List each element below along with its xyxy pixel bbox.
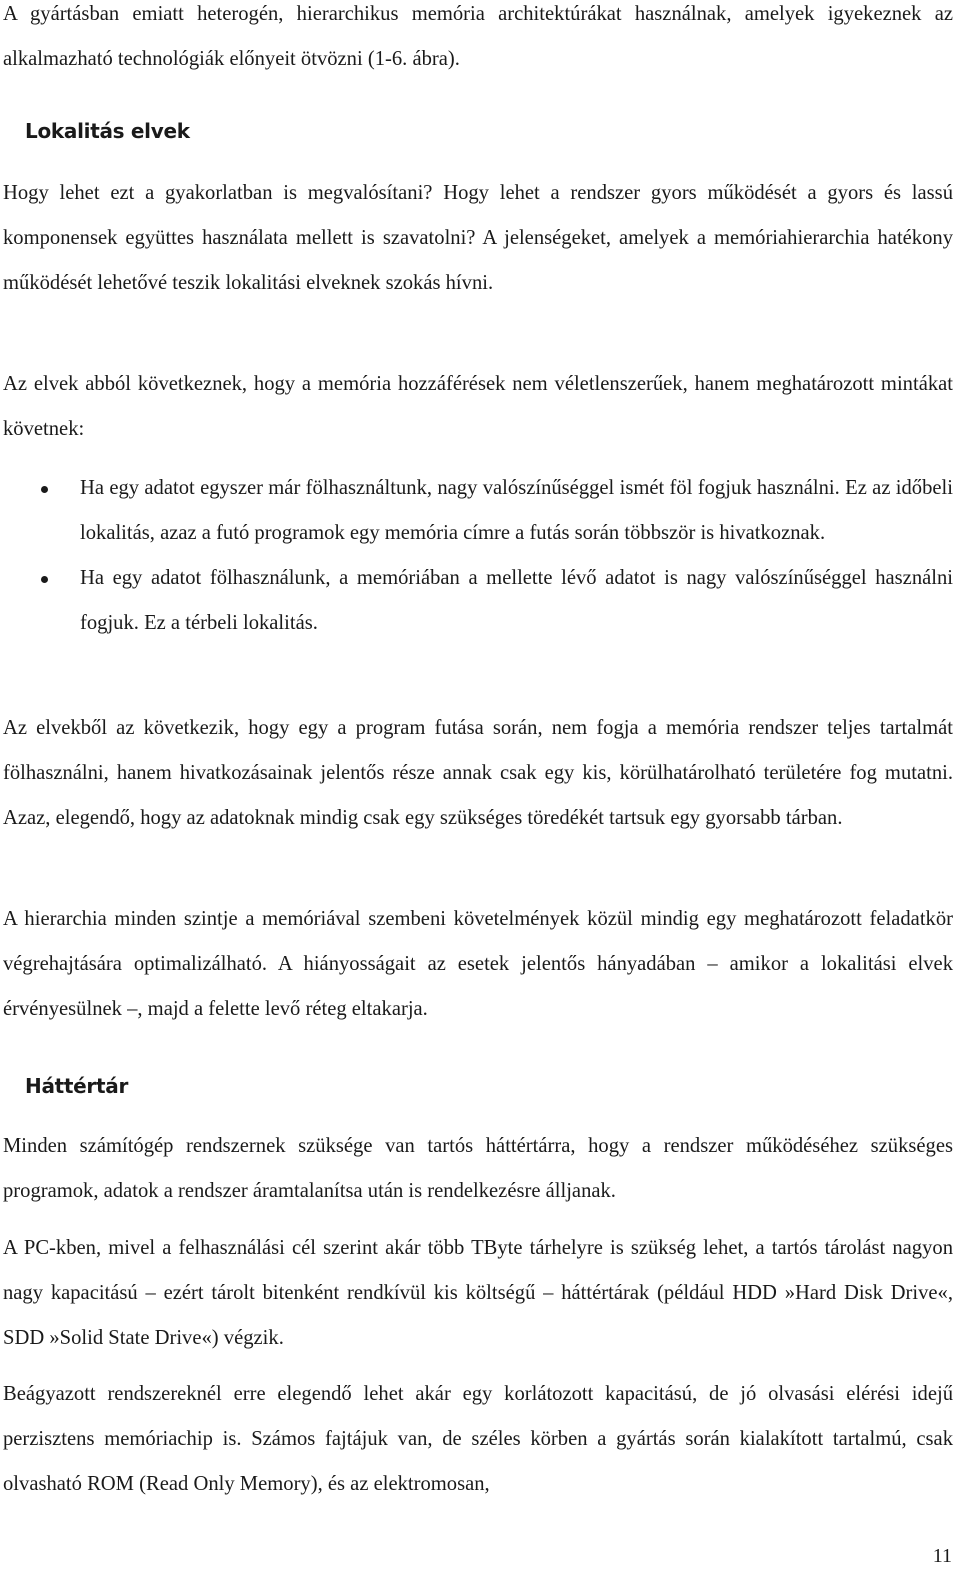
- bullet-text: Ha egy adatot egyszer már fölhasználtunk, nagy valószínűséggel ismét föl fogjuk használni. Ez az időbeli lokalitás, azaz a futó programok egy memória címre a futás során többször is hivatkoznak.: [80, 477, 953, 544]
- section-heading-locality: Lokalitás elvek: [25, 119, 190, 143]
- locality-paragraph-3: Az elvekből az következik, hogy egy a program futása során, nem fogja a memória rendszer teljes tartalmát fölhasználni, hanem hivatkozásainak jelentős része annak csak egy kis, körülhatárolható területére fog mutatni. Azaz, elegendő, hogy az adatoknak mindig csak egy szükséges töredékét tartsuk egy gyorsabb tárban.: [3, 717, 953, 829]
- locality-paragraph-2: Az elvek abból következnek, hogy a memória hozzáférések nem véletlenszerűek, hanem meghatározott mintákat követnek:: [3, 373, 953, 440]
- bullet-spatial-locality: [3, 556, 953, 646]
- locality-paragraph-1: Hogy lehet ezt a gyakorlatban is megvalósítani? Hogy lehet a rendszer gyors működését a gyors és lassú komponensek együttes használata mellett is szavatolni? A jelenségeket, amelyek a memóriahierarchia hatékony működését lehetővé teszik lokalitási elveknek szokás hívni.: [3, 182, 953, 294]
- page-number: 11: [932, 1545, 952, 1567]
- storage-paragraph-3: Beágyazott rendszereknél erre elegendő lehet akár egy korlátozott kapacitású, de jó olvasási elérési idejű perzisztens memóriachip is. Számos fajtájuk van, de széles körben a gyártás során kialakított tartalmú, csak olvasható ROM (Read Only Memory), és az elektromosan,: [3, 1383, 953, 1495]
- bullet-text: Ha egy adatot fölhasználunk, a memóriában a mellette lévő adatot is nagy valószínűséggel használni fogjuk. Ez a térbeli lokalitás.: [80, 567, 953, 634]
- intro-paragraph: A gyártásban emiatt heterogén, hierarchikus memória architektúrákat használnak, amelyek igyekeznek az alkalmazható technológiák előnyeit ötvözni (1-6. ábra).: [3, 3, 953, 70]
- locality-bullet-list: [3, 466, 953, 646]
- locality-paragraph-4: A hierarchia minden szintje a memóriával szembeni követelmények közül mindig egy meghatározott feladatkör végrehajtására optimalizálható. A hiányosságait az esetek jelentős hányadában – amikor a lokalitási elvek érvényesülnek –, majd a felette levő réteg eltakarja.: [3, 908, 953, 1020]
- bullet-dot-icon: [41, 576, 48, 583]
- storage-paragraph-2: A PC-kben, mivel a felhasználási cél szerint akár több TByte tárhelyre is szükség lehet, a tartós tárolást nagyon nagy kapacitású – ezért tárolt bitenként rendkívül kis költségű – háttértárak (például HDD »Hard Disk Drive«, SDD »Solid State Drive«) végzik.: [3, 1237, 953, 1349]
- bullet-dot-icon: [41, 486, 48, 493]
- section-heading-storage: Háttértár: [25, 1074, 129, 1098]
- storage-paragraph-1: Minden számítógép rendszernek szüksége van tartós háttértárra, hogy a rendszer működéséhez szükséges programok, adatok a rendszer áramtalanítsa után is rendelkezésre álljanak.: [3, 1135, 953, 1202]
- bullet-temporal-locality: [3, 466, 953, 556]
